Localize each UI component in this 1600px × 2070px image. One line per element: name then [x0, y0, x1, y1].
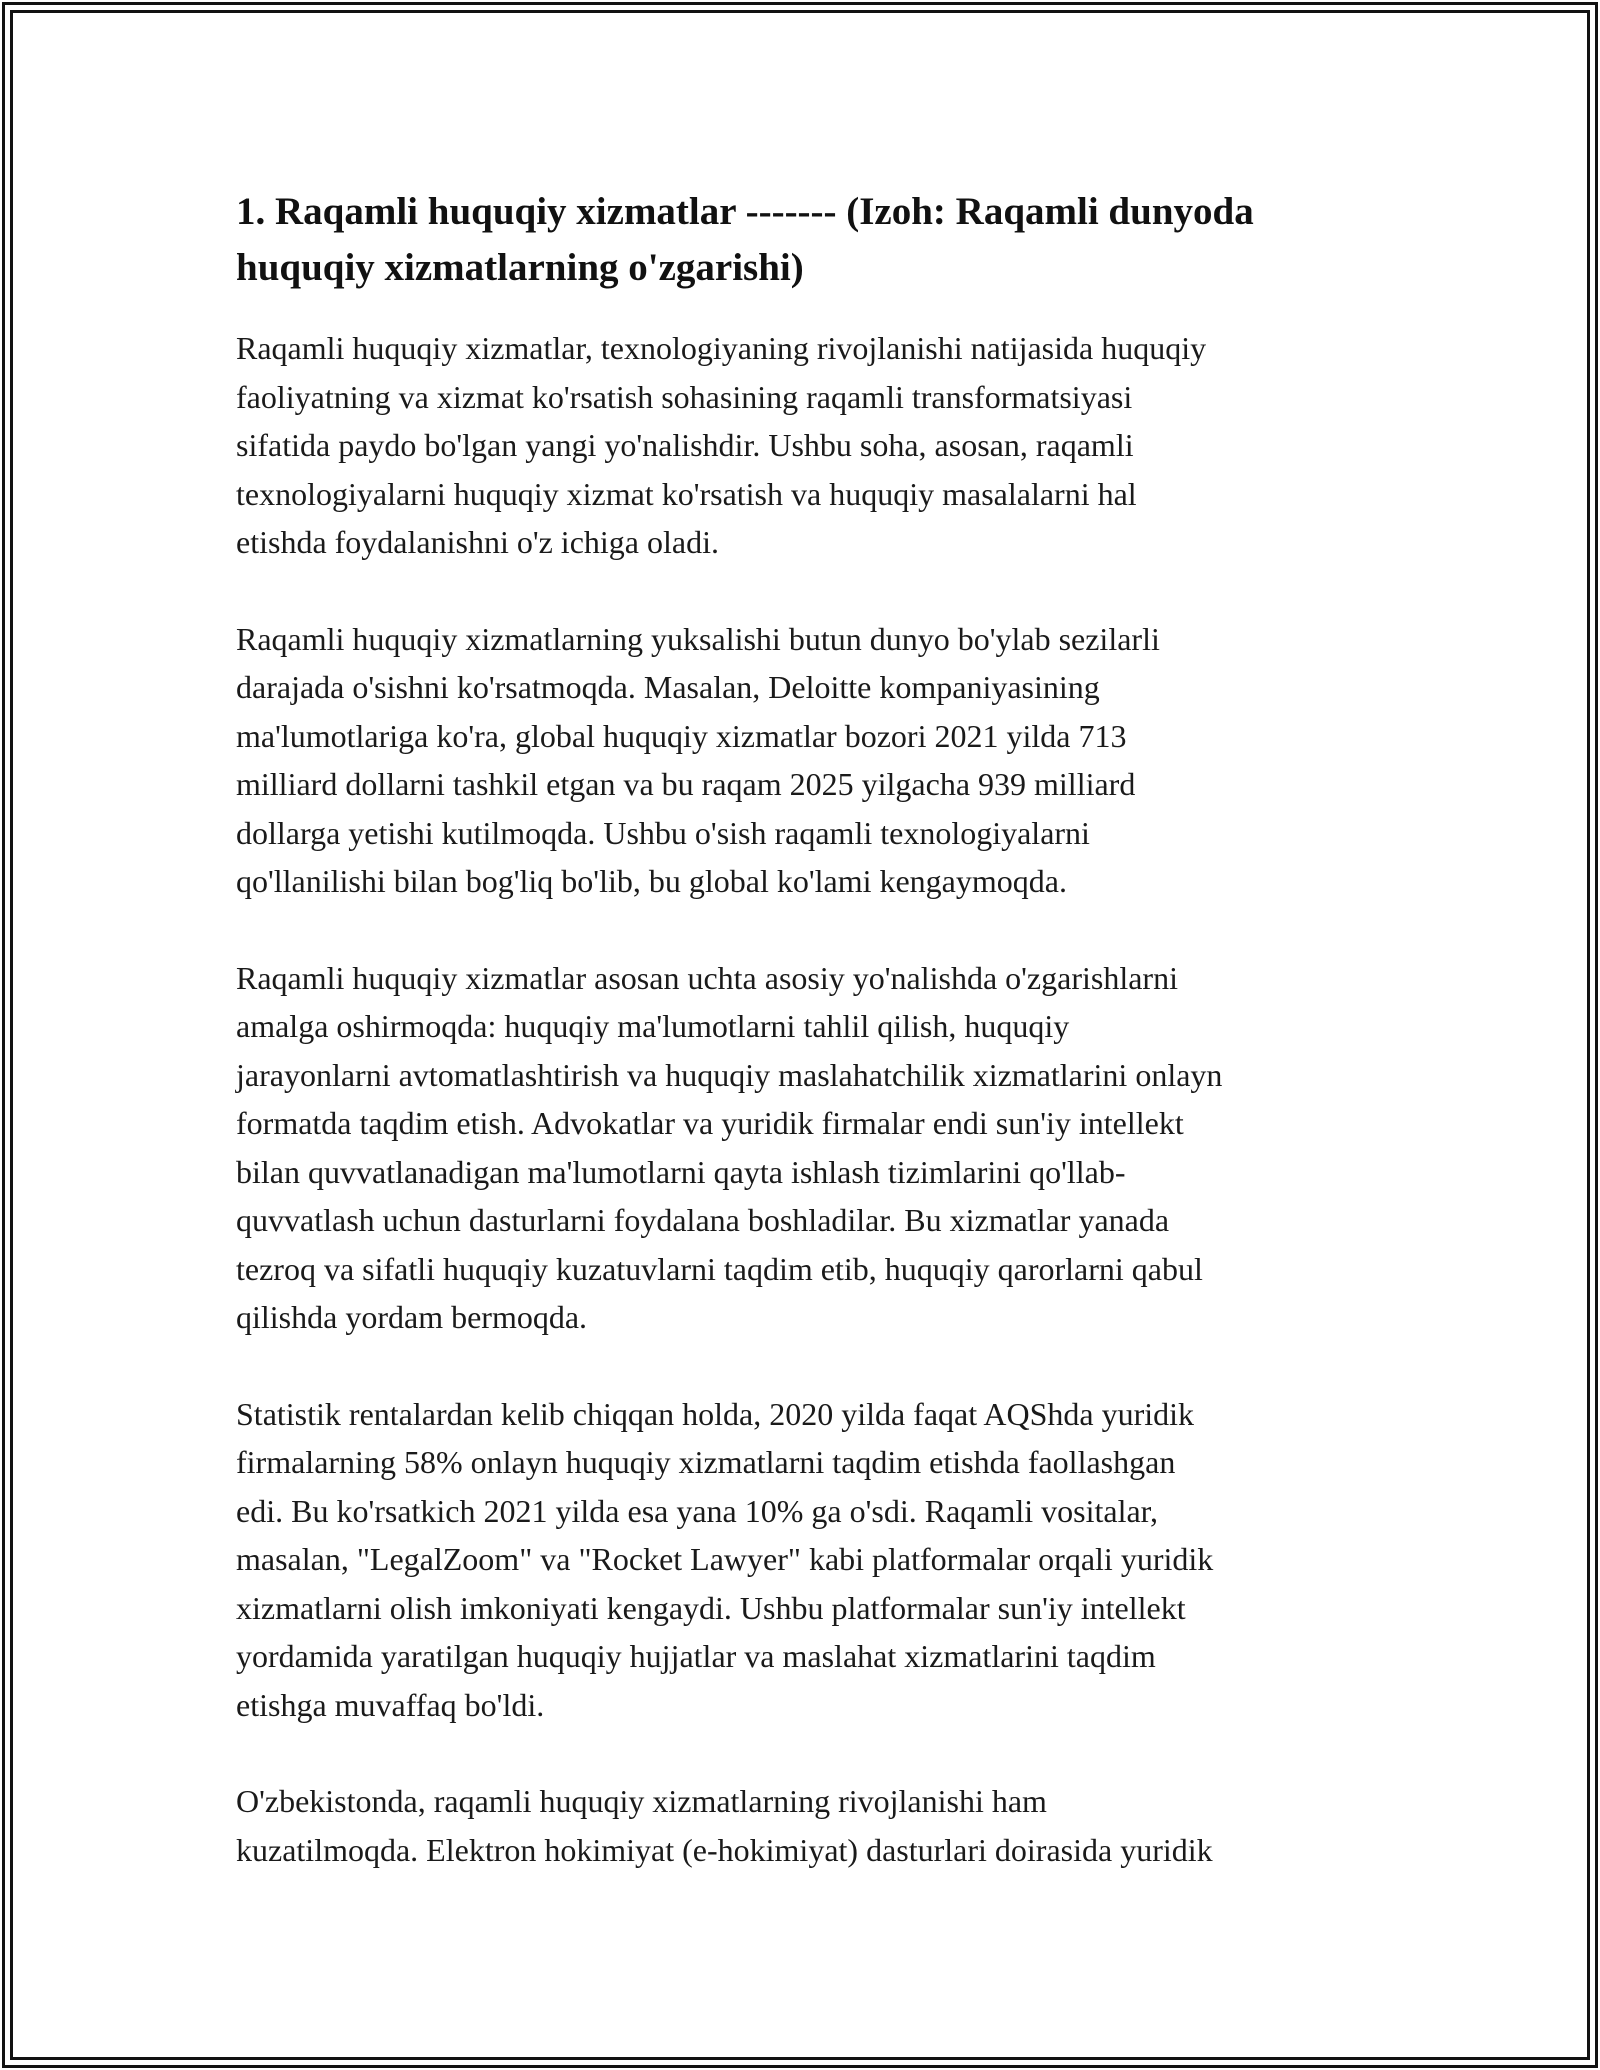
text-line: masalan, "LegalZoom" va "Rocket Lawyer" kabi platformalar orqali yuridik: [236, 1541, 1214, 1577]
text-line: xizmatlarni olish imkoniyati kengaydi. Ushbu platformalar sun'iy intellekt: [236, 1589, 1186, 1626]
text-line: O'zbekistonda, raqamli huquqiy xizmatlarning rivojlanishi ham: [236, 1783, 1047, 1819]
section-heading: [236, 184, 1366, 296]
text-line: formatda taqdim etish. Advokatlar va yuridik firmalar endi sun'iy intellekt: [236, 1105, 1184, 1141]
heading-line: huquqiy xizmatlarning o'zgarishi): [236, 246, 804, 289]
text-line: etishga muvaffaq bo'ldi.: [236, 1686, 545, 1723]
paragraph-statistics: [236, 1390, 1366, 1730]
text-line: milliard dollarni tashkil etgan va bu raqam 2025 yilgacha 939 milliard: [236, 766, 1136, 802]
text-line: Raqamli huquqiy xizmatlarning yuksalishi butun dunyo bo'ylab sezilarli: [236, 620, 1160, 657]
text-line: ma'lumotlariga ko'ra, global huquqiy xizmatlar bozori 2021 yilda 713: [236, 717, 1127, 754]
text-line: faoliyatning va xizmat ko'rsatish sohasining raqamli transformatsiyasi: [236, 378, 1133, 415]
paragraph-uzbekistan: [236, 1777, 1366, 1874]
text-line: texnologiyalarni huquqiy xizmat ko'rsatish va huquqiy masalalarni hal: [236, 475, 1137, 512]
text-line: bilan quvvatlanadigan ma'lumotlarni qayta ishlash tizimlarini qo'llab-: [236, 1153, 1126, 1190]
text-line: Raqamli huquqiy xizmatlar, texnologiyaning rivojlanishi natijasida huquqiy: [236, 330, 1207, 366]
text-line: quvvatlash uchun dasturlarni foydalana boshladilar. Bu xizmatlar yanada: [236, 1202, 1170, 1238]
text-line: amalga oshirmoqda: huquqiy ma'lumotlarni tahlil qilish, huquqiy: [236, 1008, 1070, 1044]
paragraph-directions: [236, 954, 1366, 1342]
text-line: etishda foydalanishni o'z ichiga oladi.: [236, 524, 719, 560]
text-line: qilishda yordam bermoqda.: [236, 1299, 588, 1335]
text-line: yordamida yaratilgan huquqiy hujjatlar va maslahat xizmatlarini taqdim: [236, 1638, 1156, 1674]
text-line: Raqamli huquqiy xizmatlar asosan uchta asosiy yo'nalishda o'zgarishlarni: [236, 959, 1178, 996]
text-line: qo'llanilishi bilan bog'liq bo'lib, bu global ko'lami kengaymoqda.: [236, 863, 1067, 899]
paragraph-growth: [236, 615, 1366, 906]
text-line: Statistik rentalardan kelib chiqqan holda, 2020 yilda faqat AQShda yuridik: [236, 1395, 1195, 1432]
document-body: [236, 184, 1366, 1922]
text-line: edi. Bu ko'rsatkich 2021 yilda esa yana 10% ga o'sdi. Raqamli vositalar,: [236, 1492, 1159, 1529]
heading-line: 1. Raqamli huquqiy xizmatlar ------- (Izoh: Raqamli dunyoda: [236, 190, 1254, 233]
text-line: dollarga yetishi kutilmoqda. Ushbu o'sish raqamli texnologiyalarni: [236, 814, 1090, 851]
text-line: tezroq va sifatli huquqiy kuzatuvlarni taqdim etib, huquqiy qarorlarni qabul: [236, 1250, 1203, 1287]
text-line: jarayonlarni avtomatlashtirish va huquqiy maslahatchilik xizmatlarini onlayn: [236, 1056, 1223, 1093]
paragraph-intro: [236, 324, 1366, 567]
text-line: kuzatilmoqda. Elektron hokimiyat (e-hokimiyat) dasturlari doirasida yuridik: [236, 1831, 1213, 1868]
text-line: darajada o'sishni ko'rsatmoqda. Masalan, Deloitte kompaniyasining: [236, 669, 1100, 705]
text-line: sifatida paydo bo'lgan yangi yo'nalishdir. Ushbu soha, asosan, raqamli: [236, 427, 1134, 463]
text-line: firmalarning 58% onlayn huquqiy xizmatlarni taqdim etishda faollashgan: [236, 1444, 1176, 1480]
